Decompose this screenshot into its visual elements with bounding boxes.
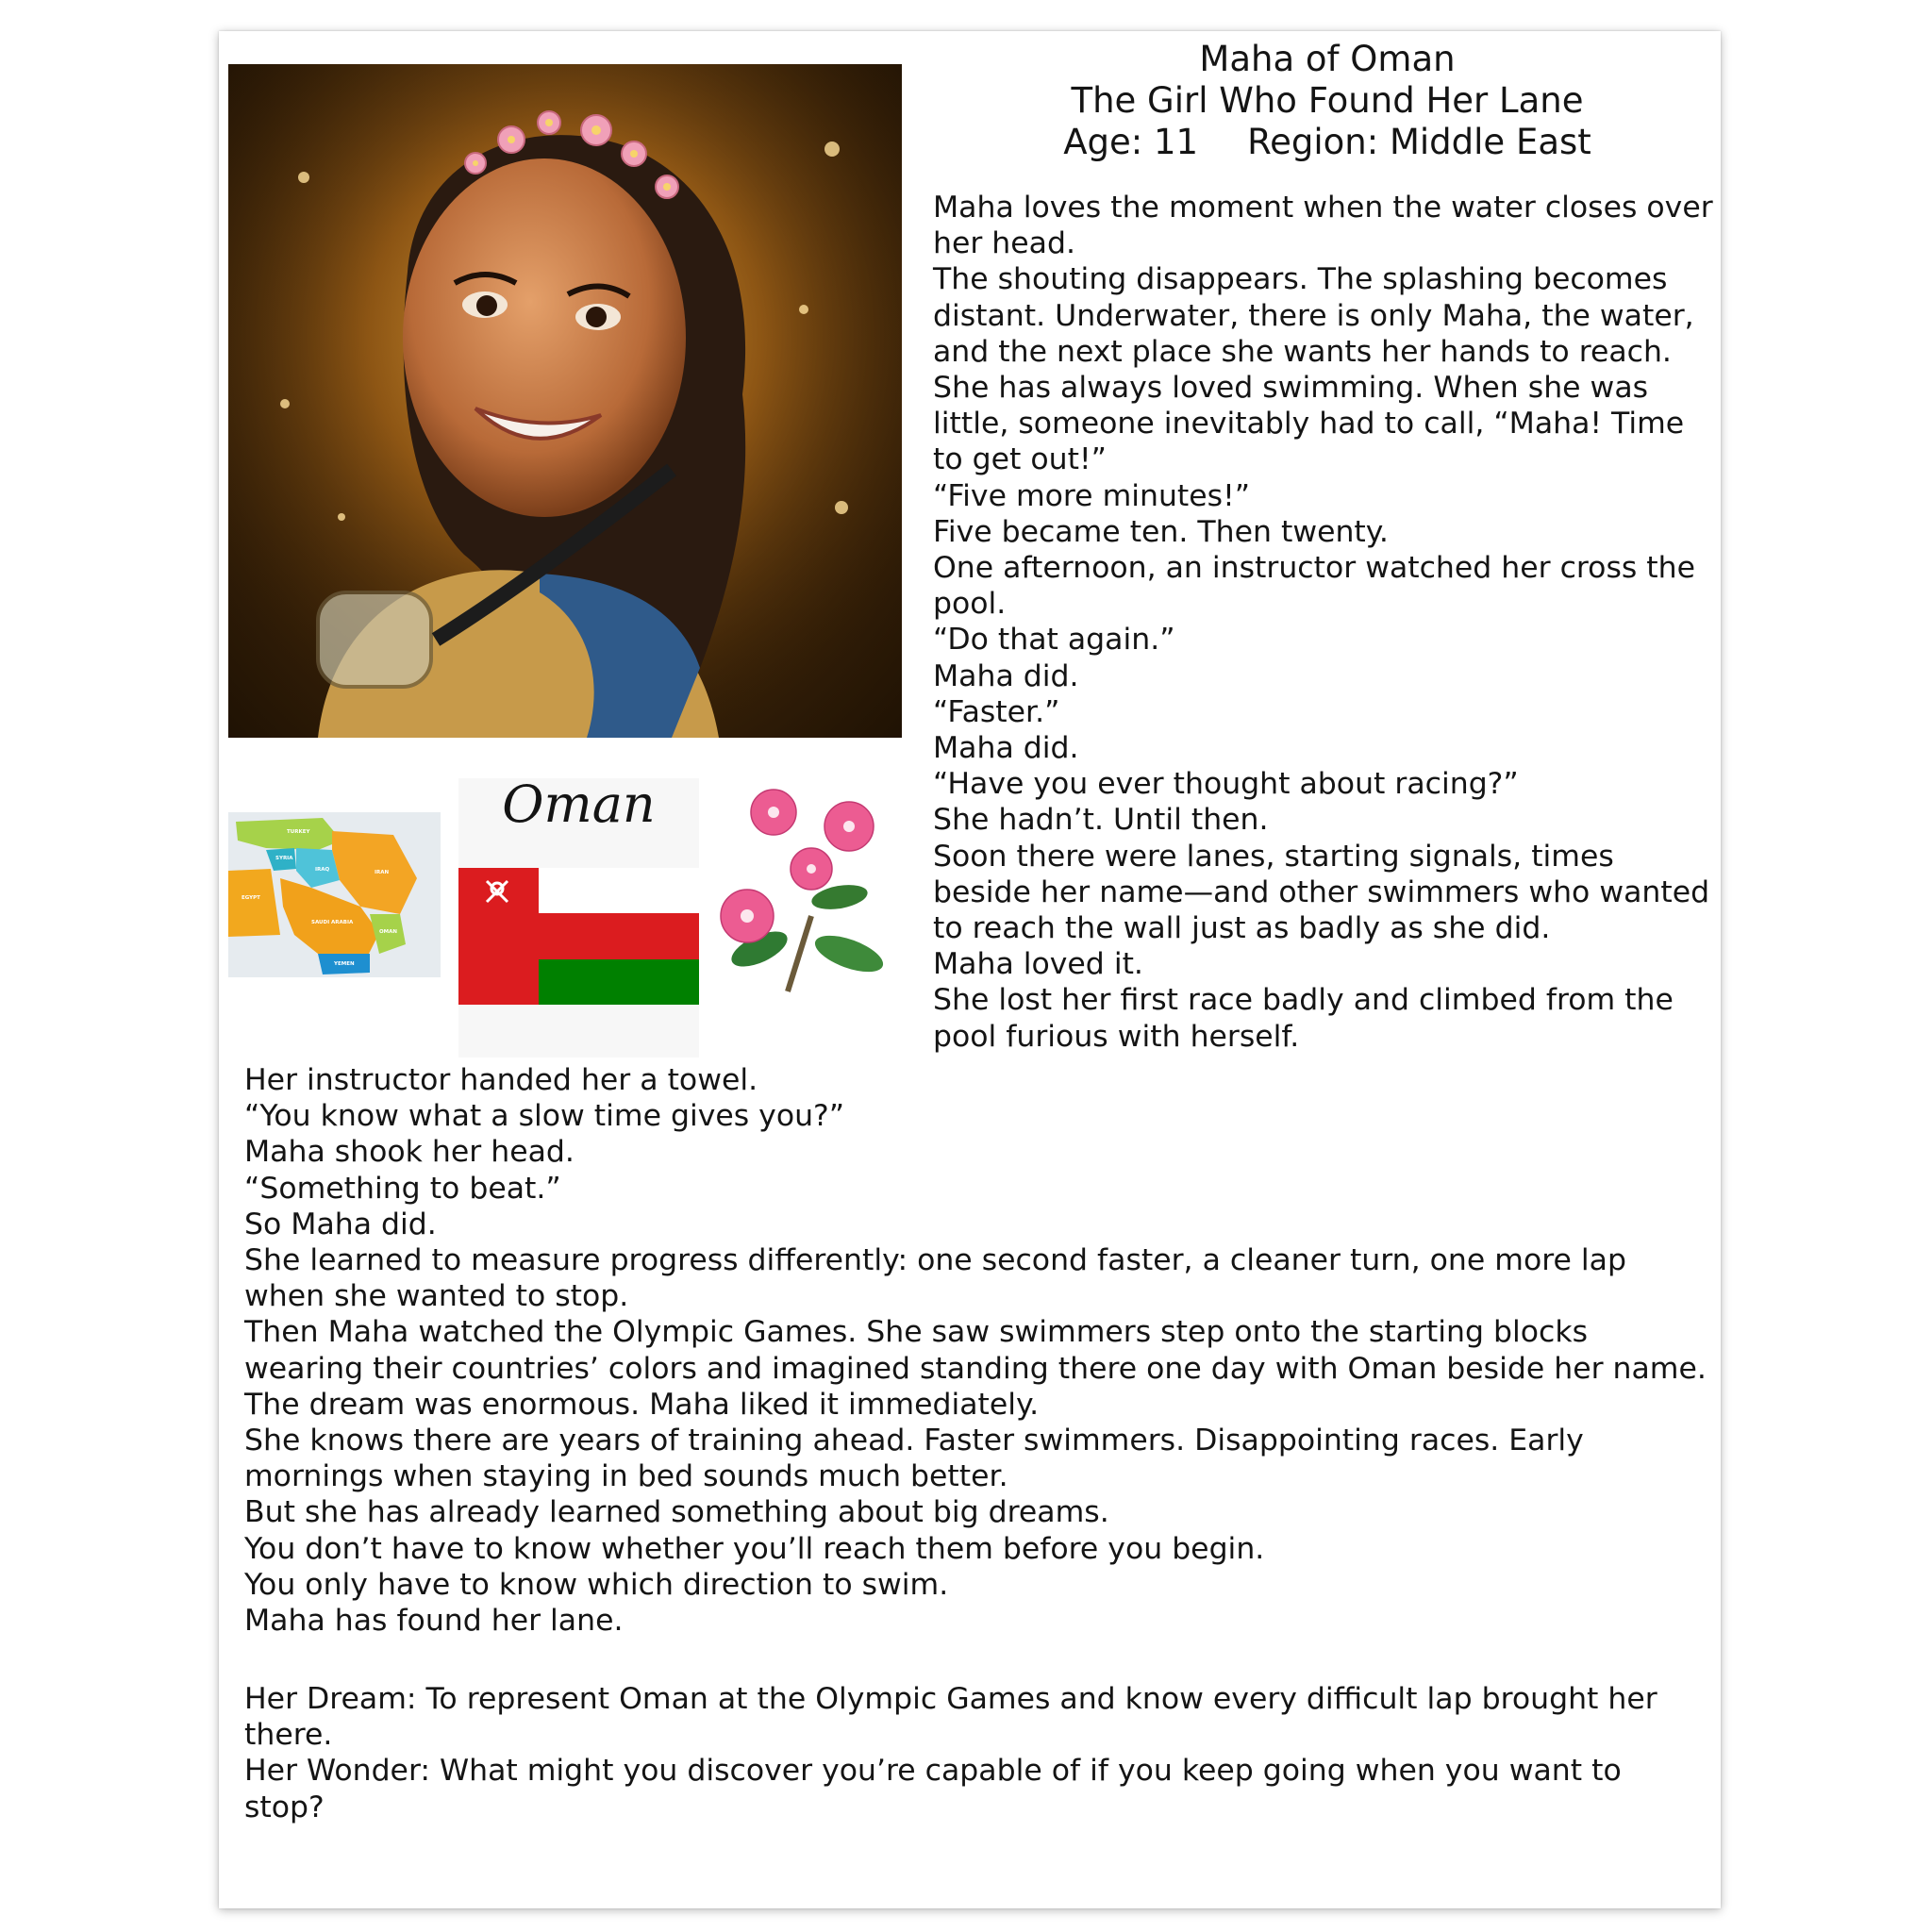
story-paragraph: Her instructor handed her a towel. bbox=[244, 1063, 758, 1097]
national-flower-illustration bbox=[708, 774, 906, 1010]
story-header bbox=[936, 39, 1719, 163]
story-paragraph: She hadn’t. Until then. bbox=[933, 803, 1269, 838]
her-wonder: Her Wonder: What might you discover you’re capable of if you keep going when you want to stop? bbox=[244, 1754, 1622, 1824]
map-label: IRAN bbox=[375, 870, 390, 875]
story-paragraph: You don’t have to know whether you’ll reach them before you begin. bbox=[244, 1531, 1265, 1566]
story-title: Maha of Oman bbox=[1199, 39, 1456, 79]
region-label: Region: Middle East bbox=[1247, 122, 1591, 162]
story-paragraph: Soon there were lanes, starting signals, times beside her name—and other swimmers who wanted to reach the wall just as badly as she did. bbox=[933, 839, 1710, 946]
story-paragraph: “You know what a slow time gives you?” bbox=[244, 1099, 845, 1134]
story-text-bottom bbox=[244, 1062, 1708, 1639]
country-flag-panel bbox=[458, 774, 699, 1058]
story-paragraph: Maha has found her lane. bbox=[244, 1604, 624, 1639]
story-paragraph: “Do that again.” bbox=[933, 623, 1175, 658]
story-paragraph: Maha did. bbox=[933, 731, 1079, 766]
oman-flag bbox=[458, 868, 699, 1005]
story-paragraph: “Five more minutes!” bbox=[933, 478, 1251, 513]
portrait-illustration bbox=[228, 64, 902, 738]
story-paragraph: So Maha did. bbox=[244, 1207, 437, 1241]
map-label: TURKEY bbox=[287, 829, 310, 835]
map-label: SAUDI ARABIA bbox=[311, 920, 354, 925]
story-paragraph: She learned to measure progress differently: one second faster, a cleaner turn, one more lap when she wanted to stop. bbox=[244, 1243, 1626, 1314]
story-paragraph: She lost her first race badly and climbed from the pool furious with herself. bbox=[933, 983, 1674, 1054]
story-paragraph: Maha loves the moment when the water closes over her head. bbox=[933, 191, 1713, 261]
dream-wonder-section bbox=[244, 1681, 1708, 1825]
age-region-row bbox=[936, 122, 1719, 163]
her-dream: Her Dream: To represent Oman at the Olympic Games and know every difficult lap brought her there. bbox=[244, 1682, 1657, 1753]
story-paragraph: Maha shook her head. bbox=[244, 1135, 575, 1170]
story-paragraph: Five became ten. Then twenty. bbox=[933, 514, 1389, 549]
story-paragraph: One afternoon, an instructor watched her cross the pool. bbox=[933, 551, 1695, 622]
map-label: EGYPT bbox=[242, 895, 260, 901]
story-paragraph: The shouting disappears. The splashing becomes distant. Underwater, there is only Maha, the water, and the next place she wants her hands to reach. bbox=[933, 262, 1694, 369]
story-text-right bbox=[933, 190, 1718, 1055]
story-paragraph: “Faster.” bbox=[933, 694, 1060, 729]
story-paragraph: Then Maha watched the Olympic Games. She saw swimmers step onto the starting blocks wearing their countries’ colors and imagined standing there one day with Oman beside her name. bbox=[244, 1315, 1707, 1386]
story-paragraph: You only have to know which direction to swim. bbox=[244, 1567, 949, 1602]
story-paragraph: “Have you ever thought about racing?” bbox=[933, 767, 1519, 802]
story-paragraph: The dream was enormous. Maha liked it immediately. bbox=[244, 1387, 1040, 1422]
country-name: Oman bbox=[502, 774, 656, 834]
story-paragraph: “Something to beat.” bbox=[244, 1171, 561, 1206]
story-subtitle: The Girl Who Found Her Lane bbox=[1071, 80, 1584, 121]
story-paragraph: But she has already learned something about big dreams. bbox=[244, 1495, 1109, 1530]
middle-east-map bbox=[228, 812, 441, 977]
story-paragraph: Maha did. bbox=[933, 658, 1079, 693]
story-page bbox=[219, 31, 1721, 1908]
story-paragraph: Maha loved it. bbox=[933, 947, 1143, 982]
story-paragraph: She knows there are years of training ahead. Faster swimmers. Disappointing races. Early mornings when staying in bed sounds much better. bbox=[244, 1424, 1584, 1494]
map-label: IRAQ bbox=[315, 867, 330, 873]
story-paragraph: She has always loved swimming. When she was little, someone inevitably had to call, “Maha! Time to get out!” bbox=[933, 371, 1685, 477]
map-label: OMAN bbox=[379, 929, 398, 935]
age-label: Age: 11 bbox=[1063, 122, 1199, 162]
map-label: YEMEN bbox=[334, 961, 355, 967]
map-label: SYRIA bbox=[275, 856, 293, 861]
